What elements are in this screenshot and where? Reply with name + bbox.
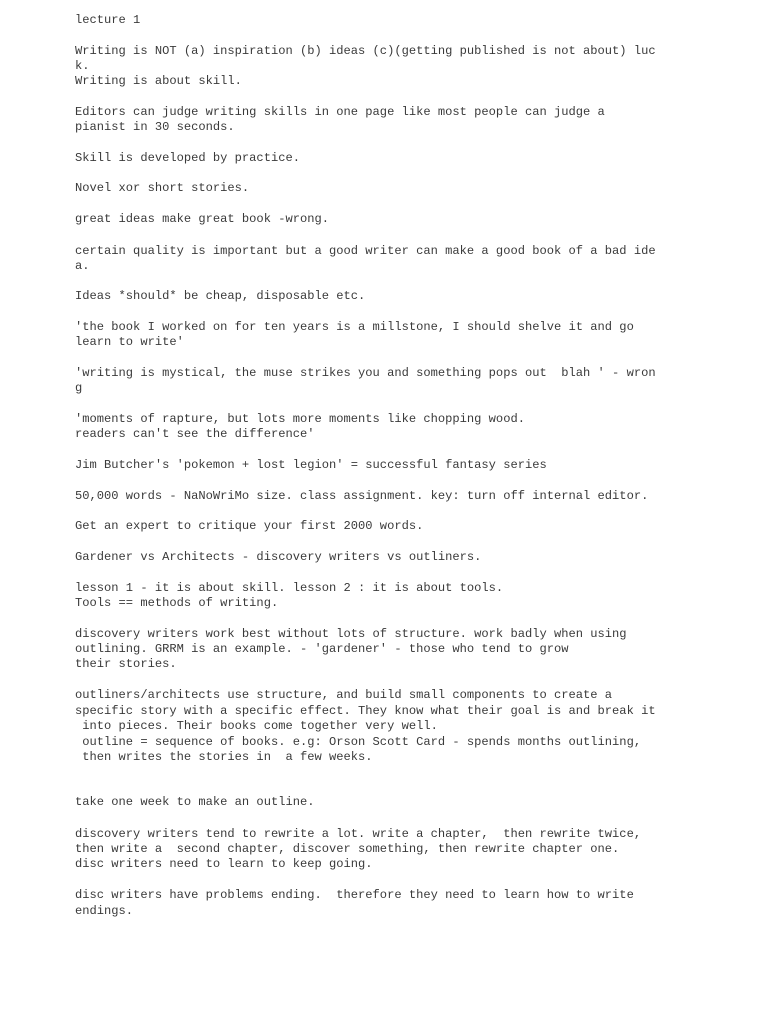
text-line: Gardener vs Architects - discovery writers vs outliners. [75, 550, 482, 564]
text-line: 50,000 words - NaNoWriMo size. class assignment. key: turn off internal editor. [75, 489, 649, 503]
text-line: outliners/architects use structure, and build small components to create a [75, 688, 613, 702]
text-line: Novel xor short stories. [75, 181, 250, 195]
text-line: Writing is NOT (a) inspiration (b) ideas (c)(getting published is not about) luc [75, 44, 656, 58]
text-line: Ideas *should* be cheap, disposable etc. [75, 289, 366, 303]
text-line: lecture 1 [75, 13, 141, 27]
text-line: Jim Butcher's 'pokemon + lost legion' = successful fantasy series [75, 458, 547, 472]
text-line: certain quality is important but a good writer can make a good book of a bad ide [75, 244, 656, 258]
text-line: then writes the stories in a few weeks. [75, 750, 373, 764]
text-line: readers can't see the difference' [75, 427, 315, 441]
text-line: discovery writers work best without lots of structure. work badly when using [75, 627, 627, 641]
text-line: pianist in 30 seconds. [75, 120, 235, 134]
text-line: specific story with a specific effect. They know what their goal is and break it [75, 704, 656, 718]
text-line: Tools == methods of writing. [75, 596, 279, 610]
text-line: learn to write' [75, 335, 184, 349]
text-line: great ideas make great book -wrong. [75, 212, 330, 226]
text-line: then write a second chapter, discover something, then rewrite chapter one. [75, 842, 620, 856]
text-line: disc writers have problems ending. therefore they need to learn how to write [75, 888, 634, 902]
text-line: Skill is developed by practice. [75, 151, 300, 165]
text-line: Get an expert to critique your first 2000 words. [75, 519, 424, 533]
text-line: a. [75, 259, 90, 273]
text-line: 'moments of rapture, but lots more moments like chopping wood. [75, 412, 525, 426]
text-line: outlining. GRRM is an example. - 'gardener' - those who tend to grow [75, 642, 569, 656]
text-line: k. [75, 59, 90, 73]
text-line: 'writing is mystical, the muse strikes you and something pops out blah ' - wron [75, 366, 656, 380]
text-line: discovery writers tend to rewrite a lot. write a chapter, then rewrite twice, [75, 827, 642, 841]
text-line: disc writers need to learn to keep going. [75, 857, 373, 871]
text-line: Editors can judge writing skills in one page like most people can judge a [75, 105, 605, 119]
text-line: g [75, 381, 83, 395]
text-line: lesson 1 - it is about skill. lesson 2 : it is about tools. [75, 581, 504, 595]
text-line: 'the book I worked on for ten years is a millstone, I should shelve it and go [75, 320, 634, 334]
text-line: outline = sequence of books. e.g: Orson Scott Card - spends months outlining, [75, 735, 642, 749]
text-line: take one week to make an outline. [75, 795, 315, 809]
text-line: Writing is about skill. [75, 74, 242, 88]
text-line: into pieces. Their books come together very well. [75, 719, 438, 733]
text-line: endings. [75, 904, 134, 918]
text-line: their stories. [75, 657, 177, 671]
